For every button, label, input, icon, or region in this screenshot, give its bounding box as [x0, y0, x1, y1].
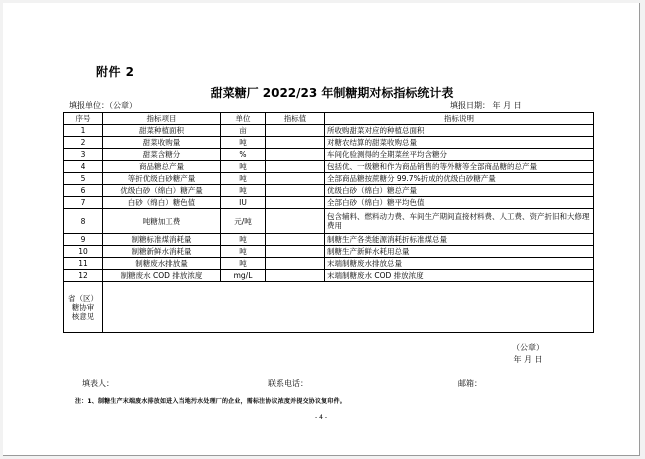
reporting-unit-label: 填报单位：（公章）: [69, 101, 137, 110]
page-title: 甜菜糖厂 2022/23 年制糖期对标指标统计表: [210, 86, 454, 100]
cell-unit: 吨: [221, 234, 266, 246]
cell-value[interactable]: [266, 197, 325, 209]
cell-item: 商品糖总产量: [103, 161, 221, 173]
cell-desc: 全部商品糖按蔗糖分 99.7%折成的优级白砂糖产量: [325, 173, 594, 185]
cell-unit: 吨: [221, 161, 266, 173]
reporting-date-label: 填报日期： 年 月 日: [450, 101, 522, 110]
review-row: [64, 282, 594, 333]
cell-seq: 2: [64, 137, 103, 149]
cell-desc: 制糖生产新鲜水耗用总量: [325, 246, 594, 258]
cell-seq: 5: [64, 173, 103, 185]
table-header-row: [64, 113, 594, 125]
cell-seq: 6: [64, 185, 103, 197]
cell-unit: 吨: [221, 185, 266, 197]
cell-unit: mg/L: [221, 270, 266, 282]
cell-desc: 车间化验测得的全期菜丝平均含糖分: [325, 149, 594, 161]
cell-value[interactable]: [266, 234, 325, 246]
cell-unit: 吨: [221, 246, 266, 258]
table-row: [64, 258, 594, 270]
cell-value[interactable]: [266, 209, 325, 234]
review-opinion-cell[interactable]: [103, 282, 594, 333]
cell-item: 白砂（绵白）糖色值: [103, 197, 221, 209]
cell-seq: 8: [64, 209, 103, 234]
email-label: 邮箱：: [458, 379, 482, 388]
cell-item: 甜菜种植面积: [103, 125, 221, 137]
table-row: [64, 185, 594, 197]
cell-item: 制糖新鲜水消耗量: [103, 246, 221, 258]
cell-seq: 11: [64, 258, 103, 270]
review-label-line2: 糖协审: [71, 302, 95, 312]
table-row: [64, 246, 594, 258]
cell-unit: 元/吨: [221, 209, 266, 234]
table-row: [64, 209, 594, 234]
table-row: [64, 197, 594, 209]
cell-desc: 末端制糖废水 COD 排放浓度: [325, 270, 594, 282]
phone-label: 联系电话：: [268, 379, 308, 388]
cell-item: 制糖废水排放量: [103, 258, 221, 270]
cell-value[interactable]: [266, 246, 325, 258]
indicator-table: [63, 112, 594, 333]
cell-seq: 9: [64, 234, 103, 246]
table-row: [64, 161, 594, 173]
attachment-label: 附件 2: [96, 65, 135, 79]
document-page: [3, 3, 640, 456]
cell-seq: 7: [64, 197, 103, 209]
review-label-line3: 核意见: [71, 311, 95, 321]
table-row: [64, 125, 594, 137]
cell-desc: 包含辅料、燃料动力费、车间生产期间直接材料费、人工费、资产折旧和大修理费用: [325, 209, 594, 234]
cell-seq: 4: [64, 161, 103, 173]
cell-value[interactable]: [266, 258, 325, 270]
cell-desc: 优级白砂（绵白）糖总产量: [325, 185, 594, 197]
cell-desc: 对糖农结算的甜菜收购总量: [325, 137, 594, 149]
table-row: [64, 137, 594, 149]
header-value: 指标值: [266, 113, 325, 125]
filler-label: 填表人：: [82, 379, 114, 388]
header-item: 指标项目: [103, 113, 221, 125]
cell-unit: 吨: [221, 137, 266, 149]
cell-item: 等折优级白砂糖产量: [103, 173, 221, 185]
cell-desc: 末端制糖废水排放总量: [325, 258, 594, 270]
footnote: 注：1、制糖生产末端废水排放如进入当地污水处理厂的企业，需标注协议浓度并提交协议复印件。: [75, 398, 346, 405]
review-label-cell: [64, 282, 103, 333]
cell-value[interactable]: [266, 173, 325, 185]
cell-desc: 制糖生产各类能源消耗折标准煤总量: [325, 234, 594, 246]
cell-value[interactable]: [266, 185, 325, 197]
review-stamp: [512, 342, 544, 366]
cell-item: 制糖标准煤消耗量: [103, 234, 221, 246]
cell-unit: 亩: [221, 125, 266, 137]
table-row: [64, 270, 594, 282]
cell-unit: IU: [221, 197, 266, 209]
table-row: [64, 173, 594, 185]
page-number: - 4 -: [315, 414, 327, 421]
review-date-label: 年 月 日: [513, 355, 543, 364]
cell-value[interactable]: [266, 149, 325, 161]
cell-unit: 吨: [221, 258, 266, 270]
cell-seq: 1: [64, 125, 103, 137]
cell-value[interactable]: [266, 125, 325, 137]
cell-seq: 10: [64, 246, 103, 258]
cell-desc: 包括优、一级糖和作为商品销售的等外糖等全部商品糖的总产量: [325, 161, 594, 173]
cell-seq: 12: [64, 270, 103, 282]
cell-desc: 全部白砂（绵白）糖平均色值: [325, 197, 594, 209]
cell-item: 甜菜收购量: [103, 137, 221, 149]
cell-item: 甜菜含糖分: [103, 149, 221, 161]
cell-value[interactable]: [266, 137, 325, 149]
review-seal-label: （公章）: [512, 343, 544, 352]
cell-value[interactable]: [266, 270, 325, 282]
table-row: [64, 149, 594, 161]
cell-desc: 所收购甜菜对应的种植总面积: [325, 125, 594, 137]
cell-item: 吨糖加工费: [103, 209, 221, 234]
header-seq: 序号: [64, 113, 103, 125]
cell-unit: 吨: [221, 173, 266, 185]
cell-unit: %: [221, 149, 266, 161]
cell-value[interactable]: [266, 161, 325, 173]
table-row: [64, 234, 594, 246]
cell-item: 优级白砂（绵白）糖产量: [103, 185, 221, 197]
cell-item: 制糖废水 COD 排放浓度: [103, 270, 221, 282]
header-unit: 单位: [221, 113, 266, 125]
review-label-line1: 省（区）: [68, 293, 98, 303]
header-desc: 指标说明: [325, 113, 594, 125]
cell-seq: 3: [64, 149, 103, 161]
